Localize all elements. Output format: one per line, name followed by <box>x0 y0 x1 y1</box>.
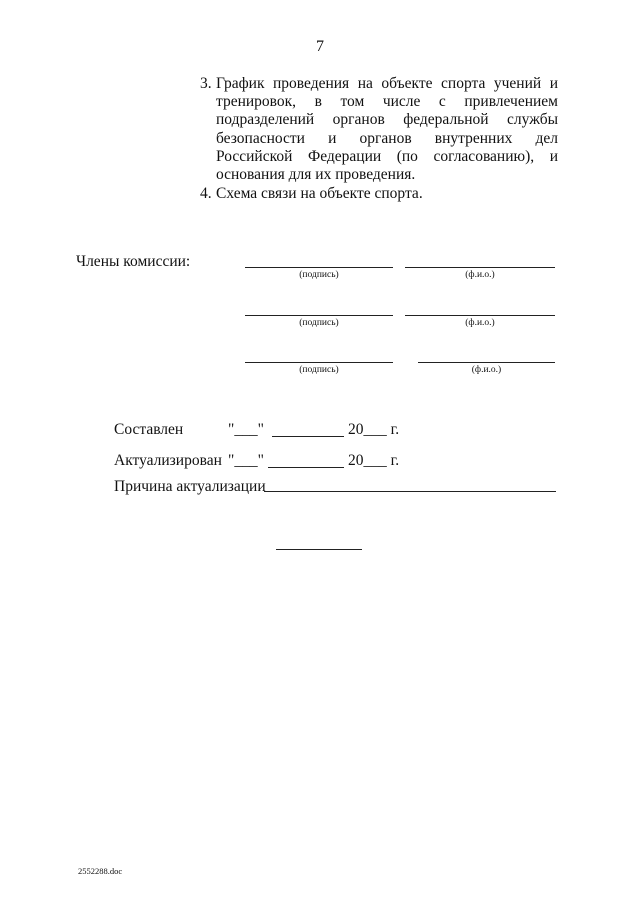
name-caption: (ф.и.о.) <box>465 270 495 280</box>
updated-label: Актуализирован <box>114 452 222 469</box>
list-item-text: Схема связи на объекте спорта. <box>216 185 423 202</box>
signature-caption: (подпись) <box>299 365 339 375</box>
footer-file: 2552288.doc <box>78 866 123 876</box>
signature-caption: (подпись) <box>299 270 339 280</box>
compiled-label: Составлен <box>114 421 184 438</box>
reason-label: Причина актуализации <box>114 478 266 495</box>
name-line[interactable] <box>405 315 555 316</box>
signature-line[interactable] <box>245 362 393 363</box>
commission-label: Члены комиссии: <box>76 253 191 270</box>
name-line[interactable] <box>418 362 555 363</box>
signature-line[interactable] <box>245 267 393 268</box>
closing-divider <box>276 549 362 550</box>
updated-year: 20___ г. <box>348 452 400 469</box>
page-number: 7 <box>316 38 324 55</box>
signature-caption: (подпись) <box>299 318 339 328</box>
name-line[interactable] <box>405 267 555 268</box>
name-caption: (ф.и.о.) <box>471 365 502 375</box>
updated-day-field[interactable]: "___" <box>228 452 264 469</box>
compiled-year: 20___ г. <box>348 421 400 438</box>
list-item-number: 3. <box>200 75 212 92</box>
reason-line[interactable] <box>264 491 556 492</box>
signature-line[interactable] <box>245 315 393 316</box>
list-item-3 <box>200 75 558 184</box>
list-item-number: 4. <box>200 185 212 202</box>
list-item-4 <box>200 185 558 203</box>
list-item-text: График проведения на объекте спорта учений и тренировок, в том числе с привлечением подразделений органов федеральной службы безопасности и органов внутренних дел Российской Федерации (по согласованию), и основания для их проведения. <box>216 75 558 184</box>
name-caption: (ф.и.о.) <box>465 318 495 328</box>
compiled-month-line[interactable] <box>272 436 344 437</box>
updated-month-line[interactable] <box>268 467 344 468</box>
compiled-day-field[interactable]: "___" <box>228 421 264 438</box>
